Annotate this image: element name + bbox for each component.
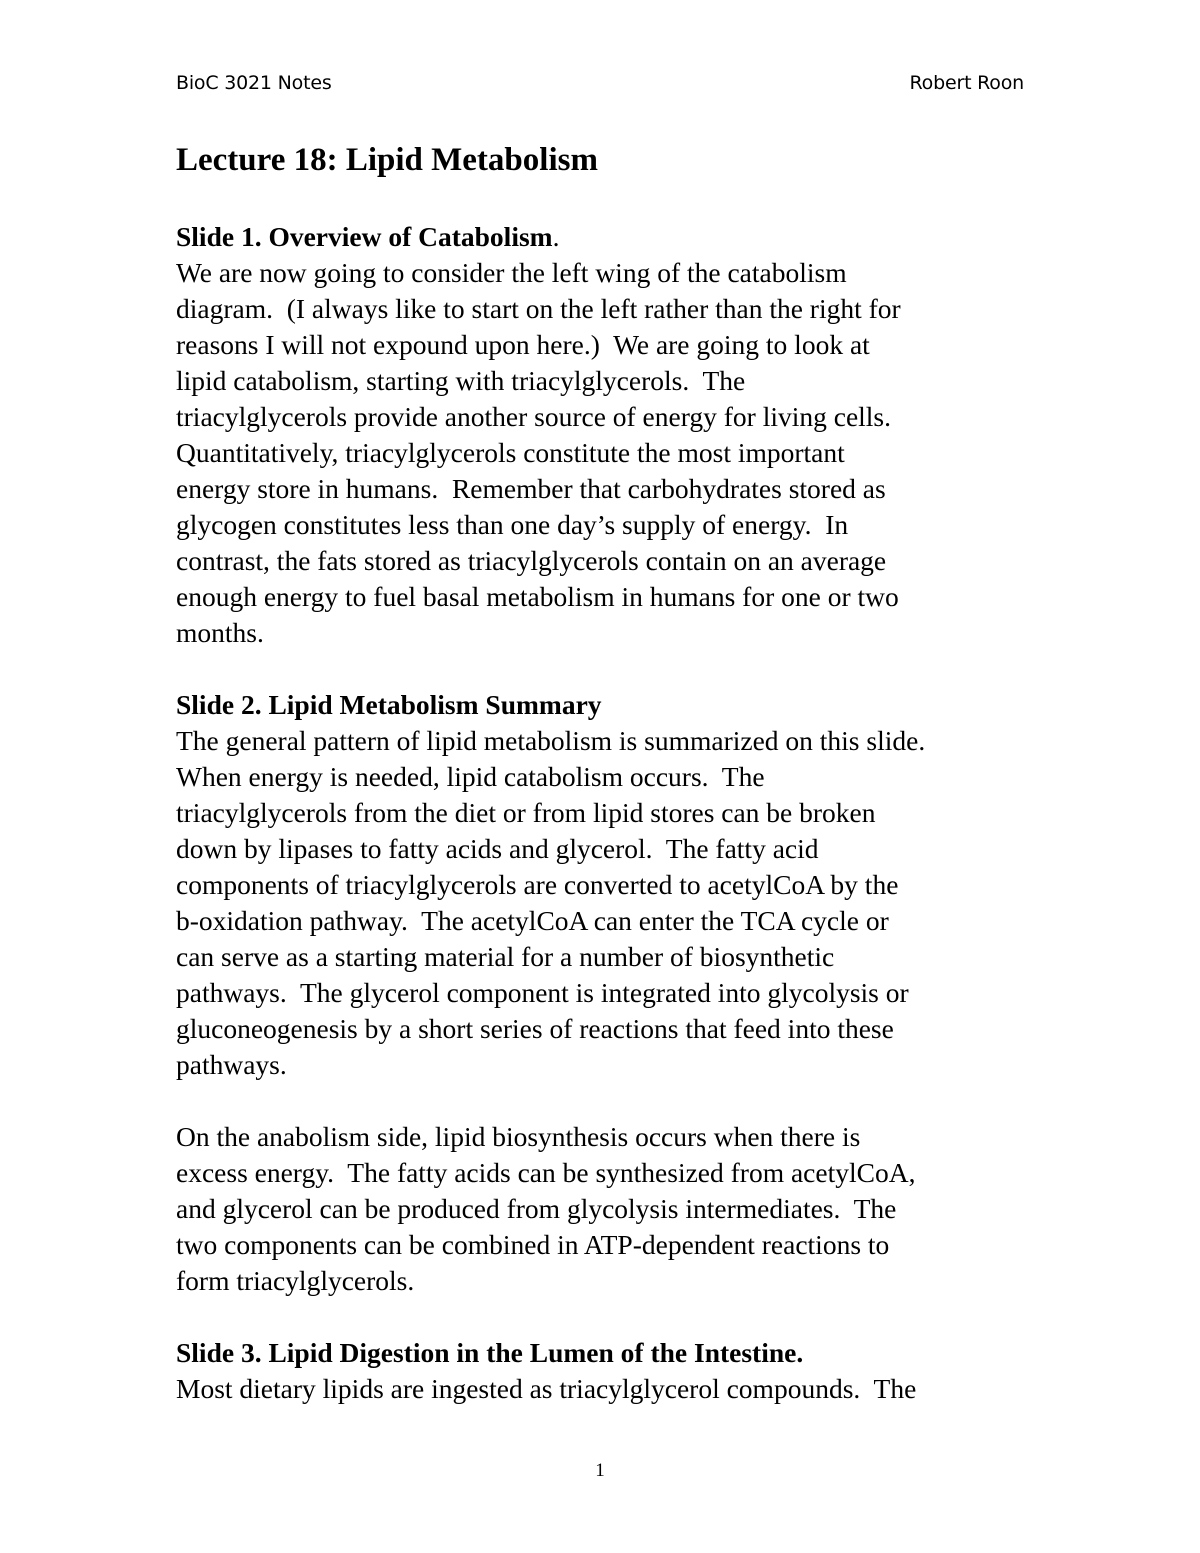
text-line: two components can be combined in ATP-dependent reactions to	[176, 1229, 890, 1260]
text-line: reasons I will not expound upon here.) We are going to look at	[176, 329, 870, 360]
paragraph-gap	[176, 651, 1056, 687]
text-line: b-oxidation pathway. The acetylCoA can enter the TCA cycle or	[176, 905, 889, 936]
slide-1-heading	[176, 219, 1056, 255]
slide-3-paragraph	[176, 1371, 1056, 1407]
document-body	[176, 140, 1056, 1407]
slide-1-heading-period: .	[552, 221, 560, 252]
text-line: triacylglycerols from the diet or from lipid stores can be broken	[176, 797, 876, 828]
text-line: and glycerol can be produced from glycolysis intermediates. The	[176, 1193, 897, 1224]
text-line: When energy is needed, lipid catabolism occurs. The	[176, 761, 765, 792]
page-header	[176, 72, 1024, 94]
slide-2-heading: Slide 2. Lipid Metabolism Summary	[176, 689, 602, 720]
slide-2-paragraph-anabolism	[176, 1119, 1056, 1299]
text-line: excess energy. The fatty acids can be synthesized from acetylCoA,	[176, 1157, 916, 1188]
slide-2-paragraph	[176, 723, 1056, 1083]
text-line: The general pattern of lipid metabolism is summarized on this slide.	[176, 725, 926, 756]
header-author: Robert Roon	[909, 72, 1024, 94]
text-line: form triacylglycerols.	[176, 1265, 415, 1296]
text-line: pathways. The glycerol component is integrated into glycolysis or	[176, 977, 909, 1008]
text-line: Quantitatively, triacylglycerols constitute the most important	[176, 437, 845, 468]
text-line: can serve as a starting material for a number of biosynthetic	[176, 941, 835, 972]
paragraph-gap	[176, 1299, 1056, 1335]
text-line: contrast, the fats stored as triacylglycerols contain on an average	[176, 545, 887, 576]
text-line: components of triacylglycerols are converted to acetylCoA by the	[176, 869, 899, 900]
text-line: lipid catabolism, starting with triacylglycerols. The	[176, 365, 746, 396]
slide-1-heading-text: Slide 1. Overview of Catabolism	[176, 221, 553, 252]
text-line: We are now going to consider the left wing of the catabolism	[176, 257, 847, 288]
text-line: months.	[176, 617, 264, 648]
header-course: BioC 3021 Notes	[176, 72, 332, 94]
paragraph-gap	[176, 1083, 1056, 1119]
text-line: enough energy to fuel basal metabolism in humans for one or two	[176, 581, 899, 612]
text-line: diagram. (I always like to start on the left rather than the right for	[176, 293, 901, 324]
slide-1-paragraph	[176, 255, 1056, 651]
slide-3-heading: Slide 3. Lipid Digestion in the Lumen of the Intestine.	[176, 1337, 804, 1368]
text-line: pathways.	[176, 1049, 287, 1080]
text-line: On the anabolism side, lipid biosynthesis occurs when there is	[176, 1121, 861, 1152]
text-line: glycogen constitutes less than one day’s supply of energy. In	[176, 509, 849, 540]
page-number: 1	[595, 1460, 605, 1481]
text-line: down by lipases to fatty acids and glycerol. The fatty acid	[176, 833, 819, 864]
text-line: triacylglycerols provide another source of energy for living cells.	[176, 401, 892, 432]
text-line: gluconeogenesis by a short series of reactions that feed into these	[176, 1013, 894, 1044]
lecture-title: Lecture 18: Lipid Metabolism	[176, 142, 598, 178]
text-line: energy store in humans. Remember that carbohydrates stored as	[176, 473, 886, 504]
text-line: Most dietary lipids are ingested as triacylglycerol compounds. The	[176, 1373, 917, 1404]
